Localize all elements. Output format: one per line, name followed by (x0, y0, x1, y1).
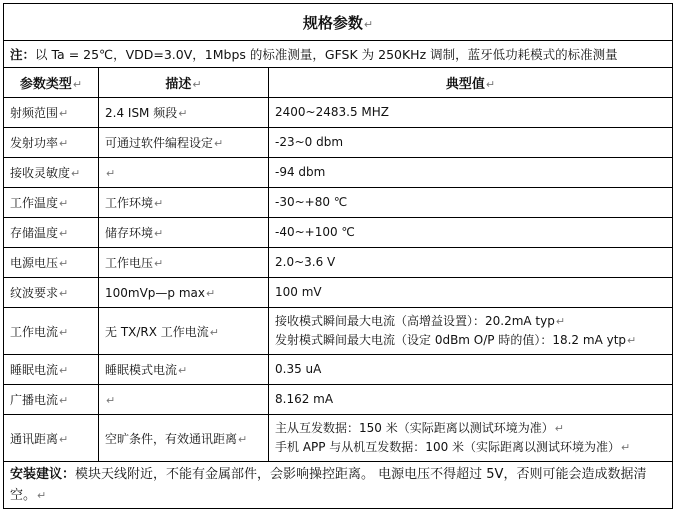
desc-label: 工作电压 (105, 256, 154, 270)
paragraph-mark-icon: ↵ (59, 287, 69, 300)
table-row (4, 218, 673, 248)
paragraph-mark-icon: ↵ (555, 315, 566, 328)
desc-label: 睡眠模式电流 (105, 363, 178, 377)
table-row (4, 278, 673, 308)
param-cell (4, 98, 99, 128)
advice-row (4, 462, 673, 509)
typical-cell (269, 278, 673, 308)
param-cell (4, 248, 99, 278)
paragraph-mark-icon: ↵ (206, 286, 216, 300)
param-cell (4, 308, 99, 355)
typical-value-text: 主从互发数据：150 米（实际距离以测试环境为准） (275, 421, 554, 435)
typical-cell (269, 128, 673, 158)
table-row (4, 158, 673, 188)
typical-value (275, 419, 666, 438)
paragraph-mark-icon: ↵ (59, 325, 69, 339)
paragraph-mark-icon: ↵ (59, 227, 69, 240)
typical-value-text: 8.162 mA (275, 392, 334, 406)
paragraph-mark-icon: ↵ (59, 197, 69, 210)
paragraph-mark-icon: ↵ (178, 364, 188, 377)
desc-cell (99, 98, 269, 128)
typical-value (275, 133, 666, 152)
param-label: 存储温度 (10, 226, 59, 240)
table-row (4, 188, 673, 218)
advice-cell (4, 462, 673, 509)
typical-value-text: 2400~2483.5 MHZ (275, 105, 389, 119)
desc-label: 100mVp—p max (105, 285, 205, 300)
param-cell (4, 188, 99, 218)
param-cell (4, 415, 99, 462)
typical-value (275, 390, 666, 409)
desc-label: 储存环境 (105, 226, 154, 240)
paragraph-mark-icon: ↵ (71, 167, 81, 180)
typical-cell (269, 385, 673, 415)
desc-cell (99, 385, 269, 415)
param-label: 接收灵敏度 (10, 166, 71, 180)
desc-cell (99, 355, 269, 385)
param-label: 发射功率 (10, 136, 59, 150)
param-label: 射频范围 (10, 106, 59, 120)
param-label: 广播电流 (10, 393, 59, 407)
paragraph-mark-icon: ↵ (154, 227, 164, 240)
paragraph-mark-icon: ↵ (59, 257, 69, 270)
typical-value (275, 360, 666, 379)
paragraph-mark-icon: ↵ (72, 78, 83, 91)
typical-value (275, 253, 666, 272)
table-title: 规格参数 (302, 13, 363, 32)
desc-cell (99, 218, 269, 248)
table-row (4, 98, 673, 128)
param-label: 电源电压 (10, 256, 59, 270)
desc-label: 空旷条件，有效通讯距离 (105, 431, 238, 446)
desc-cell (99, 308, 269, 355)
param-cell (4, 128, 99, 158)
table-row (4, 128, 673, 158)
header-typical (269, 68, 673, 98)
paragraph-mark-icon: ↵ (627, 334, 637, 347)
typical-value-text: 手机 APP 与从机互发数据：100 米（实际距离以测试环境为准） (275, 440, 621, 454)
desc-cell (99, 158, 269, 188)
param-label: 睡眠电流 (10, 363, 59, 377)
table-row (4, 355, 673, 385)
paragraph-mark-icon: ↵ (59, 394, 69, 407)
typical-value (275, 331, 666, 350)
typical-value-text: -23~0 dbm (275, 135, 344, 149)
typical-cell (269, 308, 673, 355)
paragraph-mark-icon: ↵ (178, 107, 188, 120)
param-cell (4, 218, 99, 248)
paragraph-mark-icon: ↵ (59, 432, 69, 446)
table-row (4, 248, 673, 278)
paragraph-mark-icon: ↵ (214, 137, 224, 150)
paragraph-mark-icon: ↵ (621, 441, 631, 454)
typical-cell (269, 355, 673, 385)
paragraph-mark-icon: ↵ (154, 257, 164, 270)
typical-value (275, 163, 666, 182)
typical-cell (269, 188, 673, 218)
typical-value (275, 103, 666, 122)
note-text: 以 Ta = 25℃，VDD=3.0V，1Mbps 的标准测量，GFSK 为 250KHz 调制，蓝牙低功耗模式的标准测量 (35, 47, 618, 62)
typical-value-text: -94 dbm (275, 165, 326, 179)
paragraph-mark-icon: ↵ (59, 137, 69, 150)
header-typical-label: 典型值 (445, 77, 485, 92)
table-row (4, 415, 673, 462)
typical-value-text: -30~+80 ℃ (275, 195, 348, 209)
typical-cell (269, 415, 673, 462)
advice-label: 安装建议： (10, 467, 76, 482)
desc-label: 可通过软件编程设定 (105, 136, 214, 150)
table-title-cell (4, 4, 673, 41)
typical-cell (269, 158, 673, 188)
typical-cell (269, 98, 673, 128)
paragraph-mark-icon: ↵ (59, 107, 69, 120)
typical-value-text: 0.35 uA (275, 362, 322, 376)
typical-value-text: 接收模式瞬间最大电流（高增益设置）：20.2mA typ (275, 314, 555, 328)
typical-value (275, 283, 666, 302)
param-label: 工作电流 (10, 324, 59, 339)
typical-cell (269, 248, 673, 278)
param-cell (4, 278, 99, 308)
desc-label: 工作环境 (105, 196, 154, 210)
typical-value-text: 100 mV (275, 285, 322, 299)
desc-cell (99, 128, 269, 158)
typical-value-text: 2.0~3.6 V (275, 255, 336, 269)
typical-value (275, 438, 666, 457)
paragraph-mark-icon: ↵ (154, 197, 164, 210)
typical-value (275, 223, 666, 242)
desc-cell (99, 415, 269, 462)
typical-cell (269, 218, 673, 248)
paragraph-mark-icon: ↵ (192, 78, 202, 91)
header-param (4, 68, 99, 98)
param-cell (4, 355, 99, 385)
paragraph-mark-icon: ↵ (485, 78, 496, 91)
desc-cell (99, 188, 269, 218)
note-cell (4, 41, 673, 68)
paragraph-mark-icon: ↵ (238, 432, 248, 446)
table-row (4, 308, 673, 355)
paragraph-mark-icon: ↵ (209, 325, 220, 339)
typical-value (275, 193, 666, 212)
param-label: 纹波要求 (10, 286, 59, 300)
param-label: 通讯距离 (10, 431, 59, 446)
header-desc-label: 描述 (165, 77, 192, 92)
spec-table (3, 3, 673, 509)
note-label: 注： (10, 47, 36, 62)
param-cell (4, 385, 99, 415)
paragraph-mark-icon: ↵ (363, 17, 374, 31)
paragraph-mark-icon: ↵ (59, 364, 69, 377)
desc-label: 无 TX/RX 工作电流 (105, 324, 209, 339)
table-row (4, 385, 673, 415)
header-param-label: 参数类型 (19, 77, 72, 92)
typical-value-text: -40~+100 ℃ (275, 225, 355, 239)
typical-value (275, 312, 666, 331)
paragraph-mark-icon: ↵ (554, 422, 564, 435)
paragraph-mark-icon: ↵ (106, 393, 116, 407)
paragraph-mark-icon: ↵ (37, 489, 47, 502)
desc-cell (99, 278, 269, 308)
paragraph-mark-icon: ↵ (106, 166, 116, 180)
param-label: 工作温度 (10, 196, 59, 210)
desc-cell (99, 248, 269, 278)
typical-value-text: 发射模式瞬间最大电流（设定 0dBm O/P 時的值）：18.2 mA ytp (275, 333, 627, 347)
param-cell (4, 158, 99, 188)
header-desc (99, 68, 269, 98)
advice-text: 模块天线附近，不能有金属部件，会影响操控距离。 电源电压不得超过 5V，否则可能会造成数据清空。 (10, 467, 647, 503)
desc-label: 2.4 ISM 频段 (105, 106, 178, 120)
